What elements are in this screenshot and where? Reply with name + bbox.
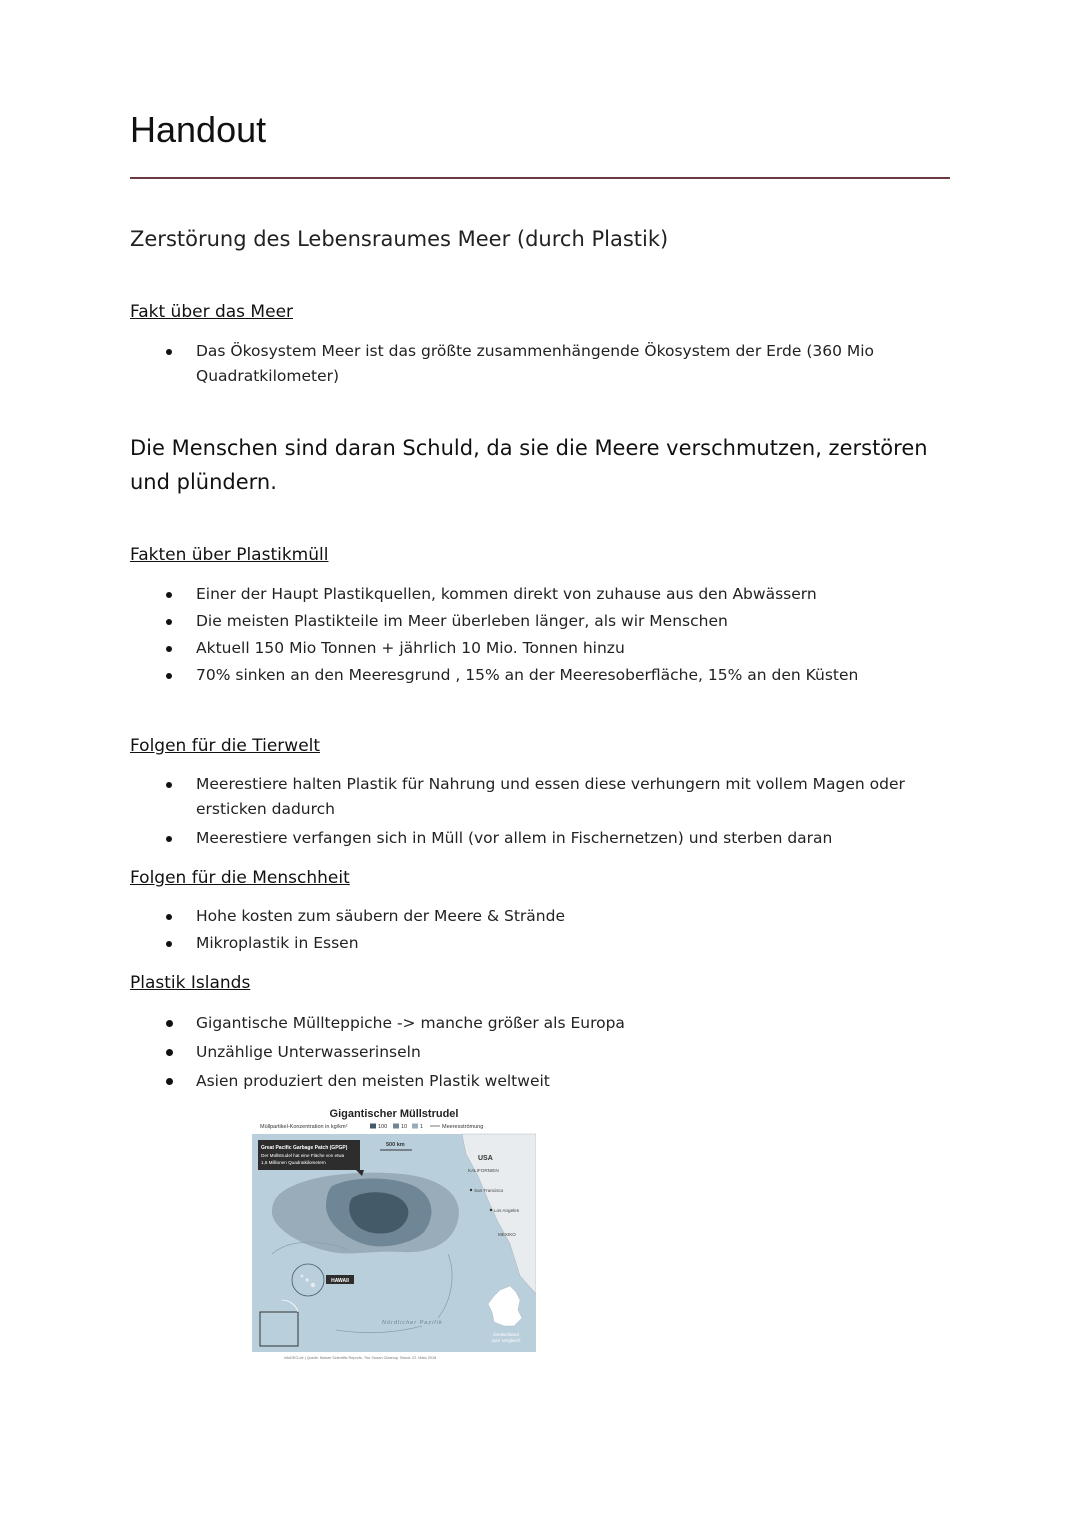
heading-islands: Plastik Islands <box>130 973 251 993</box>
hawaii-island <box>305 1278 308 1281</box>
map-title: Gigantischer Müllstrudel <box>329 1108 459 1120</box>
map-source: infoDEG.de | Quelle: Nature Scientific Reports, The Ocean Cleanup. Stand: 22. März 2018 <box>284 1356 437 1360</box>
callout-line-1: Der Müllstrudel hat eine Fläche von etwa <box>261 1153 345 1158</box>
callout-line-2: 1,6 Millionen Quadratkilometern <box>261 1160 326 1165</box>
list-item-text: Mikroplastik in Essen <box>196 934 359 952</box>
list-item <box>130 931 940 956</box>
callout-title: Great Pacific Garbage Patch (GPGP) <box>261 1145 348 1151</box>
list-item <box>130 772 940 822</box>
list-item-text: Asien produziert den meisten Plastik weltweit <box>196 1072 550 1090</box>
label-germany-1: Deutschland <box>493 1332 519 1337</box>
legend-current-label: Meeresströmung <box>442 1124 484 1130</box>
list-item <box>130 826 940 851</box>
bullet-icon <box>166 836 172 842</box>
list-plastikmuell <box>130 582 940 690</box>
map-svg <box>252 1104 536 1362</box>
heading-menschheit: Folgen für die Menschheit <box>130 868 350 888</box>
list-item-text: Unzählige Unterwasserinseln <box>196 1043 421 1061</box>
label-hawaii: HAWAII <box>331 1278 349 1284</box>
list-item-text: Meerestiere halten Plastik für Nahrung und essen diese verhungern mit vollem Magen oder ersticken dadurch <box>196 775 905 818</box>
legend-swatch-high <box>370 1124 376 1129</box>
bullet-icon <box>166 592 172 598</box>
list-item <box>130 339 940 389</box>
bullet-icon <box>166 941 172 947</box>
list-tierwelt <box>130 772 940 851</box>
label-kalifornien: KALIFORNIEN <box>468 1168 499 1173</box>
list-item <box>130 636 940 661</box>
list-item <box>130 1069 940 1094</box>
list-item-text: Das Ökosystem Meer ist das größte zusammenhängende Ökosystem der Erde (360 Mio Quadratkilometer) <box>196 342 875 385</box>
bullet-icon <box>166 1078 173 1085</box>
list-item-text: Die meisten Plastikteile im Meer überleben länger, als wir Menschen <box>196 612 728 630</box>
map-scale-label: 500 km <box>386 1142 405 1148</box>
bullet-icon <box>166 349 172 355</box>
list-item-text: Einer der Haupt Plastikquellen, kommen direkt von zuhause aus den Abwässern <box>196 585 817 603</box>
list-item <box>130 663 940 688</box>
list-item-text: Hohe kosten zum säubern der Meere & Strände <box>196 907 565 925</box>
legend-value-mid: 10 <box>401 1124 408 1130</box>
list-item <box>130 609 940 634</box>
label-mexiko: MEXIKO <box>498 1232 516 1237</box>
list-item <box>130 1040 940 1065</box>
label-san-francisco: San Francisco <box>474 1188 504 1193</box>
garbage-patch-map <box>252 1104 536 1362</box>
label-usa: USA <box>478 1155 493 1162</box>
bullet-icon <box>166 646 172 652</box>
legend-swatch-low <box>412 1124 418 1129</box>
marker-san-francisco <box>470 1189 472 1191</box>
hawaii-island <box>311 1283 315 1287</box>
legend-value-low: 1 <box>420 1124 424 1130</box>
bullet-icon <box>166 1020 173 1027</box>
list-meer <box>130 339 940 389</box>
label-ocean: Nördlicher Pazifik <box>382 1320 443 1326</box>
label-los-angeles: Los Angeles <box>494 1208 520 1213</box>
list-item <box>130 904 940 929</box>
list-islands <box>130 1011 940 1094</box>
list-item-text: Aktuell 150 Mio Tonnen + jährlich 10 Mio. Tonnen hinzu <box>196 639 625 657</box>
title-divider <box>130 177 950 179</box>
hawaii-island <box>301 1275 304 1278</box>
bullet-icon <box>166 673 172 679</box>
bullet-icon <box>166 914 172 920</box>
list-item <box>130 582 940 607</box>
list-menschheit <box>130 904 940 958</box>
marker-los-angeles <box>490 1209 492 1211</box>
key-statement: Die Menschen sind daran Schuld, da sie die Meere verschmutzen, zerstören und plündern. <box>130 436 928 494</box>
heading-meer: Fakt über das Meer <box>130 302 294 322</box>
list-item-text: 70% sinken an den Meeresgrund , 15% an der Meeresoberfläche, 15% an den Küsten <box>196 666 859 684</box>
bullet-icon <box>166 619 172 625</box>
legend-value-high: 100 <box>378 1124 388 1130</box>
subtitle: Zerstörung des Lebensraumes Meer (durch Plastik) <box>130 227 669 251</box>
label-germany-2: zum Vergleich <box>491 1338 521 1343</box>
legend-swatch-mid <box>393 1124 399 1129</box>
list-item-text: Gigantische Müllteppiche -> manche größer als Europa <box>196 1014 625 1032</box>
bullet-icon <box>166 782 172 788</box>
bullet-icon <box>166 1049 173 1056</box>
list-item-text: Meerestiere verfangen sich in Müll (vor allem in Fischernetzen) und sterben daran <box>196 829 833 847</box>
list-item <box>130 1011 940 1036</box>
map-legend-label: Müllpartikel-Konzentration in kg/km² <box>260 1124 348 1130</box>
heading-plastikmuell: Fakten über Plastikmüll <box>130 545 329 565</box>
page-title: Handout <box>130 109 267 150</box>
heading-tierwelt: Folgen für die Tierwelt <box>130 736 321 756</box>
